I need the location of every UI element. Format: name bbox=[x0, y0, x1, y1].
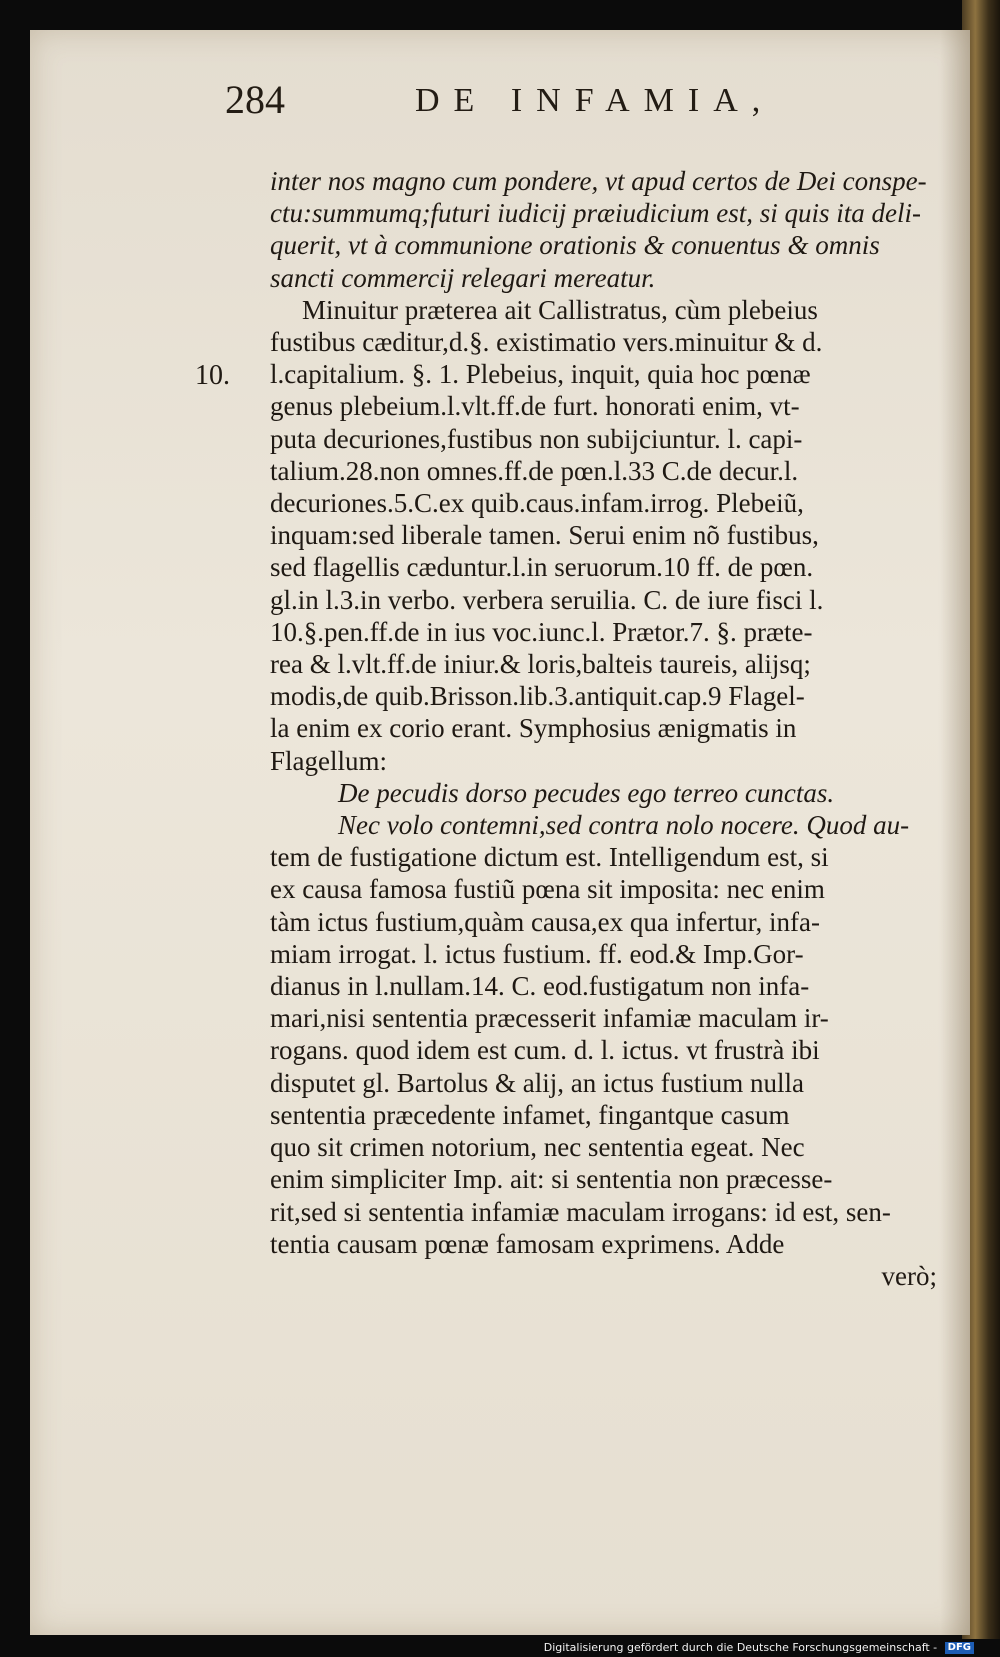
footer-bar bbox=[0, 1639, 1000, 1657]
text-line: Minuitur præterea ait Callistratus, cùm plebeius bbox=[302, 294, 818, 325]
text-line: tentia causam pœnæ famosam exprimens. Adde bbox=[270, 1228, 785, 1259]
page-header bbox=[225, 77, 945, 130]
text-line: mari,nisi sententia præcesserit infamiæ maculam ir- bbox=[270, 1003, 829, 1034]
margin-number: 10. bbox=[195, 360, 230, 391]
text-line: dianus in l.nullam.14. C. eod.fustigatum non infa- bbox=[270, 971, 810, 1002]
text-line: sententia præcedente infamet, fingantque casum bbox=[270, 1099, 790, 1130]
text-line: tem de fustigatione dictum est. Intelligendum est, si bbox=[270, 842, 829, 873]
text-line: puta decuriones,fustibus non subijciuntur. l. capi- bbox=[270, 423, 803, 454]
text-line: modis,de quib.Brisson.lib.3.antiquit.cap.9 Flagel- bbox=[270, 681, 805, 712]
text-line: talium.28.non omnes.ff.de pœn.l.33 C.de decur.l. bbox=[270, 455, 799, 486]
text-line: decuriones.5.C.ex quib.caus.infam.irrog. Plebeiũ, bbox=[270, 488, 804, 519]
text-line: quo sit crimen notorium, nec sententia egeat. Nec bbox=[270, 1132, 805, 1163]
text-line: tàm ictus fustium,quàm causa,ex qua infertur, infa- bbox=[270, 906, 820, 937]
text-line: fustibus cæditur,d.§. existimatio vers.minuitur & d. bbox=[270, 327, 823, 358]
text-line: inter nos magno cum pondere, vt apud certos de Dei conspe- bbox=[270, 166, 927, 196]
main-text-block bbox=[270, 165, 945, 1292]
text-line: sancti commercij relegari mereatur. bbox=[270, 262, 656, 293]
text-line: rea & l.vlt.ff.de iniur.& loris,balteis taureis, alijsq; bbox=[270, 649, 811, 680]
text-line: miam irrogat. l. ictus fustium. ff. eod.& Imp.Gor- bbox=[270, 938, 804, 969]
text-line: gl.in l.3.in verbo. verbera seruilia. C. de iure fisci l. bbox=[270, 584, 824, 615]
text-line: ex causa famosa fustiũ pœna sit imposita: nec enim bbox=[270, 874, 825, 905]
text-line: la enim ex corio erant. Symphosius ænigmatis in bbox=[270, 713, 797, 744]
text-line: ctu:summumq;futuri iudicij præiudicium est, si quis ita deli- bbox=[270, 198, 921, 229]
text-line: 10.§.pen.ff.de in ius voc.iunc.l. Prætor.7. §. præte- bbox=[270, 616, 813, 647]
footer-text: Digitalisierung gefördert durch die Deutsche Forschungsgemeinschaft - bbox=[543, 1641, 938, 1654]
text-line: inquam:sed liberale tamen. Serui enim nõ fustibus, bbox=[270, 520, 819, 551]
text-line: De pecudis dorso pecudes ego terreo cunctas. bbox=[338, 777, 835, 808]
text-line: genus plebeium.l.vlt.ff.de furt. honorati enim, vt- bbox=[270, 391, 800, 422]
text-line: querit, vt à communione orationis & conuentus & omnis bbox=[270, 230, 880, 261]
text-line: l.capitalium. §. 1. Plebeius, inquit, quia hoc pœnæ bbox=[270, 359, 811, 390]
text-line: Nec volo contemni,sed contra nolo nocere. Quod au- bbox=[338, 810, 910, 841]
text-line: enim simpliciter Imp. ait: si sententia non præcesse- bbox=[270, 1164, 833, 1195]
footer-credit bbox=[544, 1641, 974, 1655]
catchword: verò; bbox=[881, 1260, 937, 1291]
text-lines bbox=[270, 165, 945, 1260]
dfg-badge: DFG bbox=[945, 1642, 974, 1654]
running-head: DE INFAMIA, bbox=[415, 82, 775, 119]
text-line: sed flagellis cæduntur.l.in seruorum.10 ff. de pœn. bbox=[270, 552, 814, 583]
page-number: 284 bbox=[225, 77, 285, 122]
text-line: rit,sed si sententia infamiæ maculam irrogans: id est, sen- bbox=[270, 1196, 891, 1227]
text-line: disputet gl. Bartolus & alij, an ictus fustium nulla bbox=[270, 1067, 804, 1098]
text-line: rogans. quod idem est cum. d. l. ictus. vt frustrà ibi bbox=[270, 1035, 820, 1066]
text-line: Flagellum: bbox=[270, 745, 387, 776]
